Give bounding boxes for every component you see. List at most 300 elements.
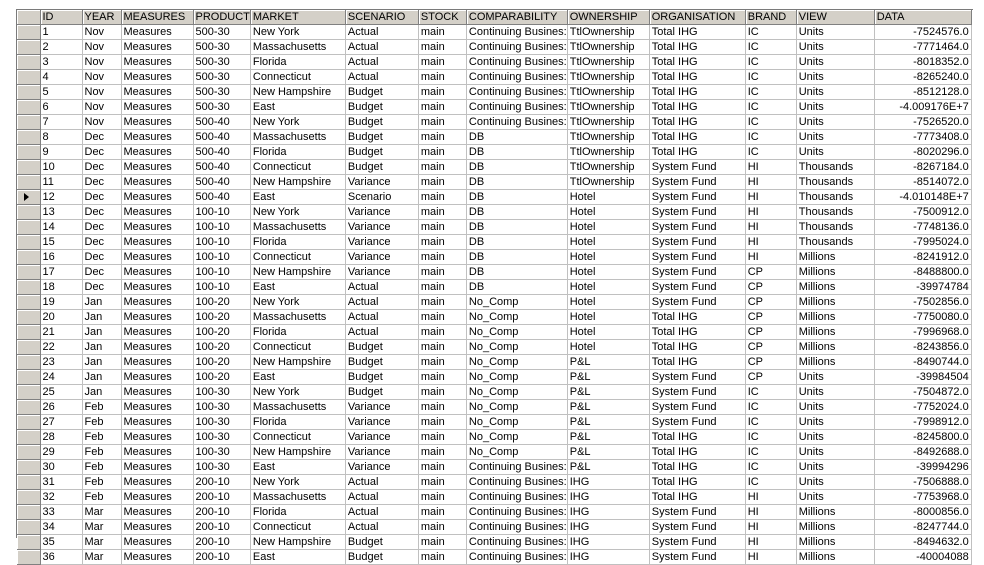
row-selector[interactable]: [17, 145, 40, 160]
cell-year[interactable]: Dec: [82, 265, 121, 280]
cell-view[interactable]: Units: [796, 100, 874, 115]
cell-brand[interactable]: IC: [745, 460, 796, 475]
cell-view[interactable]: Millions: [796, 265, 874, 280]
cell-comparability[interactable]: No_Comp: [466, 325, 567, 340]
cell-product[interactable]: 100-20: [193, 325, 250, 340]
cell-data[interactable]: -8018352.0: [874, 55, 971, 70]
cell-comparability[interactable]: Continuing Busines:: [466, 550, 567, 565]
row-selector[interactable]: [17, 25, 40, 40]
cell-id[interactable]: 17: [40, 265, 82, 280]
cell-brand[interactable]: HI: [745, 535, 796, 550]
cell-year[interactable]: Dec: [82, 250, 121, 265]
cell-ownership[interactable]: TtlOwnership: [567, 70, 649, 85]
cell-measures[interactable]: Measures: [121, 400, 193, 415]
cell-product[interactable]: 100-30: [193, 430, 250, 445]
cell-view[interactable]: Units: [796, 490, 874, 505]
cell-market[interactable]: New York: [250, 475, 345, 490]
cell-organisation[interactable]: System Fund: [649, 190, 745, 205]
cell-year[interactable]: Dec: [82, 280, 121, 295]
cell-measures[interactable]: Measures: [121, 415, 193, 430]
cell-product[interactable]: 100-10: [193, 235, 250, 250]
cell-market[interactable]: Connecticut: [250, 340, 345, 355]
cell-stock[interactable]: main: [418, 550, 466, 565]
cell-product[interactable]: 500-40: [193, 160, 250, 175]
column-header-data[interactable]: DATA: [874, 10, 971, 25]
cell-view[interactable]: Units: [796, 445, 874, 460]
cell-brand[interactable]: IC: [745, 385, 796, 400]
cell-scenario[interactable]: Actual: [345, 520, 418, 535]
cell-comparability[interactable]: Continuing Busines:: [466, 40, 567, 55]
cell-measures[interactable]: Measures: [121, 280, 193, 295]
cell-scenario[interactable]: Actual: [345, 25, 418, 40]
cell-view[interactable]: Millions: [796, 535, 874, 550]
cell-data[interactable]: -8492688.0: [874, 445, 971, 460]
cell-comparability[interactable]: Continuing Busines:: [466, 115, 567, 130]
cell-year[interactable]: Dec: [82, 175, 121, 190]
column-header-stock[interactable]: STOCK: [418, 10, 466, 25]
cell-brand[interactable]: IC: [745, 415, 796, 430]
cell-stock[interactable]: main: [418, 190, 466, 205]
cell-stock[interactable]: main: [418, 475, 466, 490]
cell-view[interactable]: Thousands: [796, 220, 874, 235]
cell-market[interactable]: Massachusetts: [250, 130, 345, 145]
cell-id[interactable]: 2: [40, 40, 82, 55]
cell-comparability[interactable]: No_Comp: [466, 355, 567, 370]
cell-id[interactable]: 28: [40, 430, 82, 445]
cell-comparability[interactable]: DB: [466, 130, 567, 145]
cell-data[interactable]: -39974784: [874, 280, 971, 295]
cell-organisation[interactable]: Total IHG: [649, 115, 745, 130]
cell-data[interactable]: -39984504: [874, 370, 971, 385]
table-row[interactable]: [17, 415, 971, 430]
cell-organisation[interactable]: System Fund: [649, 385, 745, 400]
table-row[interactable]: [17, 115, 971, 130]
cell-scenario[interactable]: Budget: [345, 385, 418, 400]
cell-stock[interactable]: main: [418, 220, 466, 235]
cell-ownership[interactable]: TtlOwnership: [567, 25, 649, 40]
cell-organisation[interactable]: System Fund: [649, 400, 745, 415]
cell-measures[interactable]: Measures: [121, 385, 193, 400]
cell-brand[interactable]: HI: [745, 505, 796, 520]
cell-id[interactable]: 29: [40, 445, 82, 460]
row-selector[interactable]: [17, 295, 40, 310]
cell-brand[interactable]: CP: [745, 355, 796, 370]
cell-scenario[interactable]: Budget: [345, 115, 418, 130]
cell-brand[interactable]: IC: [745, 115, 796, 130]
column-header-product[interactable]: PRODUCT: [193, 10, 250, 25]
cell-product[interactable]: 100-20: [193, 340, 250, 355]
cell-comparability[interactable]: DB: [466, 250, 567, 265]
table-row[interactable]: [17, 535, 971, 550]
cell-comparability[interactable]: Continuing Busines:: [466, 520, 567, 535]
cell-market[interactable]: Florida: [250, 505, 345, 520]
cell-comparability[interactable]: Continuing Busines:: [466, 460, 567, 475]
row-selector[interactable]: [17, 70, 40, 85]
cell-ownership[interactable]: P&L: [567, 445, 649, 460]
cell-year[interactable]: Feb: [82, 475, 121, 490]
cell-measures[interactable]: Measures: [121, 160, 193, 175]
cell-organisation[interactable]: Total IHG: [649, 430, 745, 445]
table-row[interactable]: [17, 430, 971, 445]
cell-view[interactable]: Units: [796, 40, 874, 55]
cell-view[interactable]: Millions: [796, 355, 874, 370]
cell-organisation[interactable]: Total IHG: [649, 100, 745, 115]
cell-year[interactable]: Jan: [82, 295, 121, 310]
row-selector[interactable]: [17, 265, 40, 280]
cell-product[interactable]: 200-10: [193, 475, 250, 490]
cell-year[interactable]: Feb: [82, 430, 121, 445]
row-selector[interactable]: [17, 235, 40, 250]
cell-market[interactable]: East: [250, 460, 345, 475]
cell-market[interactable]: Connecticut: [250, 430, 345, 445]
table-row[interactable]: [17, 40, 971, 55]
cell-view[interactable]: Units: [796, 130, 874, 145]
column-header-organisation[interactable]: ORGANISATION: [649, 10, 745, 25]
cell-id[interactable]: 36: [40, 550, 82, 565]
cell-comparability[interactable]: Continuing Busines:: [466, 85, 567, 100]
cell-product[interactable]: 100-10: [193, 205, 250, 220]
cell-stock[interactable]: main: [418, 265, 466, 280]
row-selector[interactable]: [17, 505, 40, 520]
cell-market[interactable]: Massachusetts: [250, 490, 345, 505]
cell-id[interactable]: 21: [40, 325, 82, 340]
cell-scenario[interactable]: Budget: [345, 130, 418, 145]
cell-view[interactable]: Units: [796, 385, 874, 400]
cell-year[interactable]: Nov: [82, 25, 121, 40]
cell-brand[interactable]: CP: [745, 265, 796, 280]
cell-product[interactable]: 100-10: [193, 280, 250, 295]
row-selector[interactable]: [17, 85, 40, 100]
cell-measures[interactable]: Measures: [121, 505, 193, 520]
cell-year[interactable]: Dec: [82, 235, 121, 250]
cell-data[interactable]: -7506888.0: [874, 475, 971, 490]
cell-ownership[interactable]: TtlOwnership: [567, 85, 649, 100]
cell-id[interactable]: 33: [40, 505, 82, 520]
cell-scenario[interactable]: Variance: [345, 205, 418, 220]
cell-organisation[interactable]: System Fund: [649, 205, 745, 220]
cell-product[interactable]: 100-10: [193, 265, 250, 280]
cell-market[interactable]: Massachusetts: [250, 400, 345, 415]
cell-measures[interactable]: Measures: [121, 430, 193, 445]
cell-organisation[interactable]: Total IHG: [649, 445, 745, 460]
cell-scenario[interactable]: Budget: [345, 535, 418, 550]
cell-year[interactable]: Dec: [82, 220, 121, 235]
cell-ownership[interactable]: Hotel: [567, 235, 649, 250]
table-row[interactable]: [17, 160, 971, 175]
cell-id[interactable]: 18: [40, 280, 82, 295]
cell-measures[interactable]: Measures: [121, 220, 193, 235]
cell-comparability[interactable]: DB: [466, 235, 567, 250]
cell-stock[interactable]: main: [418, 280, 466, 295]
cell-data[interactable]: -7752024.0: [874, 400, 971, 415]
cell-market[interactable]: New York: [250, 385, 345, 400]
cell-scenario[interactable]: Budget: [345, 100, 418, 115]
cell-product[interactable]: 500-40: [193, 145, 250, 160]
cell-stock[interactable]: main: [418, 145, 466, 160]
cell-data[interactable]: -7500912.0: [874, 205, 971, 220]
cell-measures[interactable]: Measures: [121, 250, 193, 265]
cell-data[interactable]: -7996968.0: [874, 325, 971, 340]
row-selector[interactable]: [17, 400, 40, 415]
cell-year[interactable]: Dec: [82, 190, 121, 205]
cell-measures[interactable]: Measures: [121, 460, 193, 475]
table-row[interactable]: [17, 85, 971, 100]
cell-comparability[interactable]: No_Comp: [466, 415, 567, 430]
cell-view[interactable]: Millions: [796, 340, 874, 355]
table-row[interactable]: [17, 550, 971, 565]
cell-data[interactable]: -7748136.0: [874, 220, 971, 235]
cell-stock[interactable]: main: [418, 415, 466, 430]
cell-year[interactable]: Mar: [82, 535, 121, 550]
cell-market[interactable]: East: [250, 550, 345, 565]
cell-brand[interactable]: HI: [745, 520, 796, 535]
cell-id[interactable]: 20: [40, 310, 82, 325]
cell-scenario[interactable]: Actual: [345, 490, 418, 505]
cell-organisation[interactable]: Total IHG: [649, 310, 745, 325]
cell-year[interactable]: Feb: [82, 400, 121, 415]
cell-scenario[interactable]: Variance: [345, 400, 418, 415]
cell-data[interactable]: -8020296.0: [874, 145, 971, 160]
cell-product[interactable]: 200-10: [193, 505, 250, 520]
table-row[interactable]: [17, 145, 971, 160]
cell-id[interactable]: 30: [40, 460, 82, 475]
cell-measures[interactable]: Measures: [121, 295, 193, 310]
cell-stock[interactable]: main: [418, 400, 466, 415]
cell-market[interactable]: New Hampshire: [250, 355, 345, 370]
cell-year[interactable]: Feb: [82, 460, 121, 475]
column-header-brand[interactable]: BRAND: [745, 10, 796, 25]
cell-brand[interactable]: CP: [745, 370, 796, 385]
cell-market[interactable]: Connecticut: [250, 160, 345, 175]
cell-stock[interactable]: main: [418, 205, 466, 220]
table-row[interactable]: [17, 355, 971, 370]
cell-brand[interactable]: HI: [745, 190, 796, 205]
cell-comparability[interactable]: DB: [466, 175, 567, 190]
cell-comparability[interactable]: No_Comp: [466, 430, 567, 445]
row-selector[interactable]: [17, 175, 40, 190]
cell-ownership[interactable]: Hotel: [567, 280, 649, 295]
cell-data[interactable]: -7753968.0: [874, 490, 971, 505]
cell-product[interactable]: 200-10: [193, 490, 250, 505]
cell-market[interactable]: New Hampshire: [250, 85, 345, 100]
cell-id[interactable]: 22: [40, 340, 82, 355]
cell-id[interactable]: 4: [40, 70, 82, 85]
table-row[interactable]: [17, 175, 971, 190]
cell-data[interactable]: -8247744.0: [874, 520, 971, 535]
cell-market[interactable]: East: [250, 190, 345, 205]
cell-organisation[interactable]: Total IHG: [649, 325, 745, 340]
row-selector[interactable]: [17, 55, 40, 70]
cell-ownership[interactable]: Hotel: [567, 265, 649, 280]
cell-measures[interactable]: Measures: [121, 25, 193, 40]
cell-scenario[interactable]: Actual: [345, 295, 418, 310]
cell-id[interactable]: 7: [40, 115, 82, 130]
cell-product[interactable]: 500-40: [193, 175, 250, 190]
cell-year[interactable]: Dec: [82, 145, 121, 160]
column-header-measures[interactable]: MEASURES: [121, 10, 193, 25]
table-row[interactable]: [17, 520, 971, 535]
cell-data[interactable]: -4.010148E+7: [874, 190, 971, 205]
cell-brand[interactable]: IC: [745, 25, 796, 40]
cell-brand[interactable]: IC: [745, 85, 796, 100]
table-row[interactable]: [17, 70, 971, 85]
cell-measures[interactable]: Measures: [121, 205, 193, 220]
cell-organisation[interactable]: Total IHG: [649, 460, 745, 475]
cell-product[interactable]: 100-30: [193, 385, 250, 400]
cell-brand[interactable]: HI: [745, 250, 796, 265]
cell-organisation[interactable]: Total IHG: [649, 40, 745, 55]
table-row[interactable]: [17, 490, 971, 505]
cell-scenario[interactable]: Actual: [345, 280, 418, 295]
cell-ownership[interactable]: IHG: [567, 550, 649, 565]
cell-stock[interactable]: main: [418, 355, 466, 370]
cell-brand[interactable]: HI: [745, 160, 796, 175]
cell-brand[interactable]: CP: [745, 325, 796, 340]
row-selector[interactable]: [17, 550, 40, 565]
cell-organisation[interactable]: System Fund: [649, 520, 745, 535]
cell-stock[interactable]: main: [418, 430, 466, 445]
cell-view[interactable]: Units: [796, 370, 874, 385]
cell-stock[interactable]: main: [418, 250, 466, 265]
cell-ownership[interactable]: P&L: [567, 400, 649, 415]
row-selector[interactable]: [17, 280, 40, 295]
cell-market[interactable]: New York: [250, 115, 345, 130]
cell-scenario[interactable]: Variance: [345, 265, 418, 280]
cell-scenario[interactable]: Variance: [345, 445, 418, 460]
cell-stock[interactable]: main: [418, 385, 466, 400]
cell-brand[interactable]: IC: [745, 70, 796, 85]
cell-stock[interactable]: main: [418, 175, 466, 190]
cell-id[interactable]: 16: [40, 250, 82, 265]
cell-year[interactable]: Nov: [82, 85, 121, 100]
cell-id[interactable]: 6: [40, 100, 82, 115]
table-row[interactable]: [17, 505, 971, 520]
cell-ownership[interactable]: P&L: [567, 415, 649, 430]
cell-id[interactable]: 31: [40, 475, 82, 490]
cell-view[interactable]: Units: [796, 85, 874, 100]
cell-brand[interactable]: IC: [745, 475, 796, 490]
cell-stock[interactable]: main: [418, 340, 466, 355]
cell-market[interactable]: New York: [250, 205, 345, 220]
cell-ownership[interactable]: Hotel: [567, 295, 649, 310]
cell-ownership[interactable]: TtlOwnership: [567, 115, 649, 130]
cell-brand[interactable]: IC: [745, 145, 796, 160]
cell-id[interactable]: 32: [40, 490, 82, 505]
cell-organisation[interactable]: System Fund: [649, 535, 745, 550]
cell-measures[interactable]: Measures: [121, 85, 193, 100]
cell-data[interactable]: -8488800.0: [874, 265, 971, 280]
cell-stock[interactable]: main: [418, 25, 466, 40]
cell-id[interactable]: 27: [40, 415, 82, 430]
cell-ownership[interactable]: Hotel: [567, 190, 649, 205]
cell-measures[interactable]: Measures: [121, 550, 193, 565]
cell-scenario[interactable]: Scenario: [345, 190, 418, 205]
cell-product[interactable]: 100-30: [193, 400, 250, 415]
row-selector[interactable]: [17, 460, 40, 475]
cell-scenario[interactable]: Actual: [345, 325, 418, 340]
cell-organisation[interactable]: Total IHG: [649, 340, 745, 355]
cell-year[interactable]: Jan: [82, 325, 121, 340]
row-selector[interactable]: [17, 385, 40, 400]
cell-brand[interactable]: IC: [745, 100, 796, 115]
row-selector[interactable]: [17, 490, 40, 505]
cell-ownership[interactable]: P&L: [567, 355, 649, 370]
table-row[interactable]: [17, 130, 971, 145]
cell-organisation[interactable]: System Fund: [649, 550, 745, 565]
cell-organisation[interactable]: System Fund: [649, 505, 745, 520]
cell-brand[interactable]: IC: [745, 430, 796, 445]
cell-market[interactable]: East: [250, 100, 345, 115]
cell-market[interactable]: Connecticut: [250, 520, 345, 535]
cell-scenario[interactable]: Actual: [345, 475, 418, 490]
cell-brand[interactable]: HI: [745, 235, 796, 250]
cell-product[interactable]: 100-10: [193, 250, 250, 265]
cell-market[interactable]: Florida: [250, 55, 345, 70]
cell-market[interactable]: New York: [250, 295, 345, 310]
cell-year[interactable]: Jan: [82, 385, 121, 400]
cell-view[interactable]: Units: [796, 55, 874, 70]
cell-product[interactable]: 100-30: [193, 445, 250, 460]
row-selector[interactable]: [17, 115, 40, 130]
cell-ownership[interactable]: TtlOwnership: [567, 130, 649, 145]
cell-product[interactable]: 200-10: [193, 520, 250, 535]
cell-stock[interactable]: main: [418, 325, 466, 340]
cell-stock[interactable]: main: [418, 100, 466, 115]
cell-data[interactable]: -7998912.0: [874, 415, 971, 430]
cell-product[interactable]: 500-30: [193, 25, 250, 40]
cell-stock[interactable]: main: [418, 55, 466, 70]
cell-measures[interactable]: Measures: [121, 355, 193, 370]
cell-scenario[interactable]: Variance: [345, 415, 418, 430]
cell-organisation[interactable]: System Fund: [649, 175, 745, 190]
cell-comparability[interactable]: DB: [466, 160, 567, 175]
cell-view[interactable]: Thousands: [796, 235, 874, 250]
cell-market[interactable]: East: [250, 280, 345, 295]
cell-measures[interactable]: Measures: [121, 145, 193, 160]
cell-view[interactable]: Units: [796, 415, 874, 430]
cell-market[interactable]: Florida: [250, 235, 345, 250]
cell-scenario[interactable]: Budget: [345, 160, 418, 175]
cell-stock[interactable]: main: [418, 40, 466, 55]
table-row[interactable]: [17, 25, 971, 40]
cell-organisation[interactable]: Total IHG: [649, 355, 745, 370]
cell-year[interactable]: Feb: [82, 445, 121, 460]
cell-brand[interactable]: CP: [745, 310, 796, 325]
cell-comparability[interactable]: DB: [466, 145, 567, 160]
cell-product[interactable]: 100-10: [193, 220, 250, 235]
cell-brand[interactable]: HI: [745, 490, 796, 505]
cell-brand[interactable]: IC: [745, 55, 796, 70]
cell-year[interactable]: Dec: [82, 160, 121, 175]
cell-market[interactable]: Connecticut: [250, 70, 345, 85]
table-row[interactable]: [17, 190, 971, 205]
cell-scenario[interactable]: Variance: [345, 250, 418, 265]
cell-measures[interactable]: Measures: [121, 55, 193, 70]
cell-ownership[interactable]: TtlOwnership: [567, 55, 649, 70]
cell-id[interactable]: 15: [40, 235, 82, 250]
cell-stock[interactable]: main: [418, 85, 466, 100]
cell-scenario[interactable]: Variance: [345, 235, 418, 250]
column-header-id[interactable]: ID: [40, 10, 82, 25]
cell-ownership[interactable]: Hotel: [567, 310, 649, 325]
cell-id[interactable]: 26: [40, 400, 82, 415]
row-selector[interactable]: [17, 415, 40, 430]
cell-market[interactable]: Connecticut: [250, 250, 345, 265]
cell-data[interactable]: -7524576.0: [874, 25, 971, 40]
cell-market[interactable]: New Hampshire: [250, 175, 345, 190]
cell-view[interactable]: Millions: [796, 250, 874, 265]
cell-year[interactable]: Nov: [82, 100, 121, 115]
